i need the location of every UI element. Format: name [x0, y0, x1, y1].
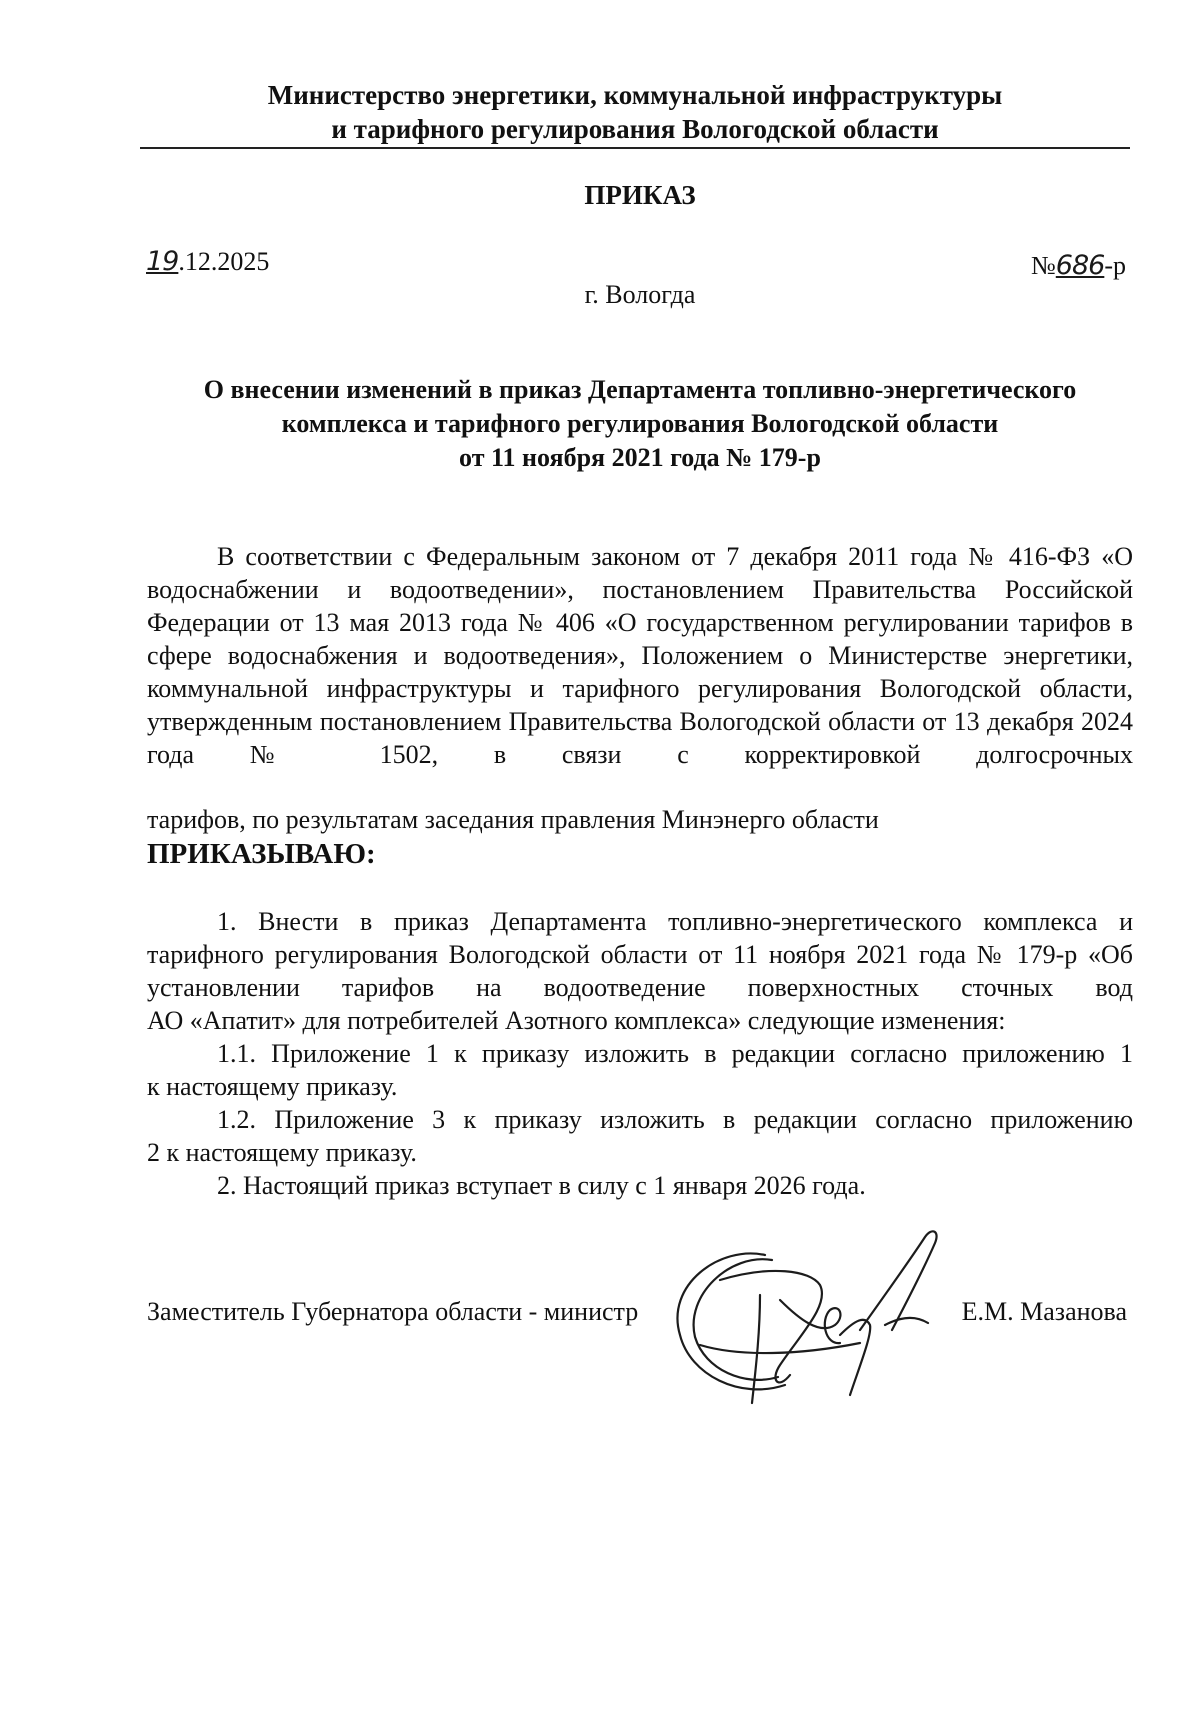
item-2-text: 2. Настоящий приказ вступает в силу с 1 января 2026 года. — [217, 1171, 866, 1200]
preamble-text: В соответствии с Федеральным законом от 7 декабря 2011 года № 416-ФЗ «О водоснабжении и водоотведении», постановлением Правительства Российской Федерации от 13 мая 2013 года № 406 «О государственном регулировании тарифов в сфере водоснабжения и водоотведения», Положением о Министерстве энергетики, коммунальной инфраструктуры и тарифного регулирования Вологодской области, утвержденным постановлением Правительства Вологодской области от 13 декабря 2024 года № 1502, в связи с корректировкой долгосрочных — [147, 542, 1133, 769]
item-1-2-text: 1.2. Приложение 3 к приказу изложить в редакции согласно приложению — [217, 1105, 1133, 1134]
item-1-2 — [147, 1103, 1133, 1136]
item-2 — [147, 1169, 1133, 1202]
order-number — [1031, 250, 1126, 281]
item-1-text: 1. Внести в приказ Департамента топливно-энергетического комплекса и тарифного регулирования Вологодской области от 11 ноября 2021 года № 179-р «Об установлении тарифов на водоотведение поверхностных сточных вод — [147, 907, 1133, 1002]
subject-line-1: О внесении изменений в приказ Департамента топливно-энергетического — [203, 375, 1077, 404]
date-day-handwritten: 19 — [146, 246, 179, 277]
subject-line-3: от 11 ноября 2021 года № 179-р — [459, 443, 821, 472]
document-type: ПРИКАЗ — [584, 180, 696, 210]
preamble-last-line: тарифов, по результатам заседания правления Минэнерго области — [147, 805, 879, 834]
city: г. Вологда — [584, 280, 696, 309]
org-line-1: Министерство энергетики, коммунальной инфраструктуры — [267, 80, 1003, 110]
item-1-1-last-line: к настоящему приказу. — [147, 1072, 398, 1101]
item-1 — [147, 905, 1133, 1004]
handwritten-signature — [660, 1225, 960, 1415]
signatory-name: Е.М. Мазанова — [961, 1297, 1127, 1326]
org-line-2: и тарифного регулирования Вологодской области — [331, 114, 939, 144]
order-directive: ПРИКАЗЫВАЮ: — [147, 838, 376, 870]
number-suffix: -р — [1104, 251, 1126, 280]
preamble-paragraph — [147, 540, 1133, 771]
date-month-year: .12.2025 — [178, 247, 270, 276]
number-handwritten: 686 — [1055, 250, 1105, 281]
item-1-2-last-line: 2 к настоящему приказу. — [147, 1138, 417, 1167]
item-1-1-text: 1.1. Приложение 1 к приказу изложить в редакции согласно приложению 1 — [217, 1039, 1133, 1068]
number-sign: № — [1030, 251, 1056, 280]
order-subject — [150, 373, 1130, 475]
item-1-1 — [147, 1037, 1133, 1070]
header-divider — [140, 147, 1130, 149]
item-1-last-line: АО «Апатит» для потребителей Азотного комплекса» следующие изменения: — [147, 1006, 1006, 1035]
order-date — [146, 246, 269, 277]
signatory-title: Заместитель Губернатора области - министр — [147, 1297, 639, 1326]
organization-header — [140, 78, 1130, 146]
subject-line-2: комплекса и тарифного регулирования Вологодской области — [281, 409, 999, 438]
